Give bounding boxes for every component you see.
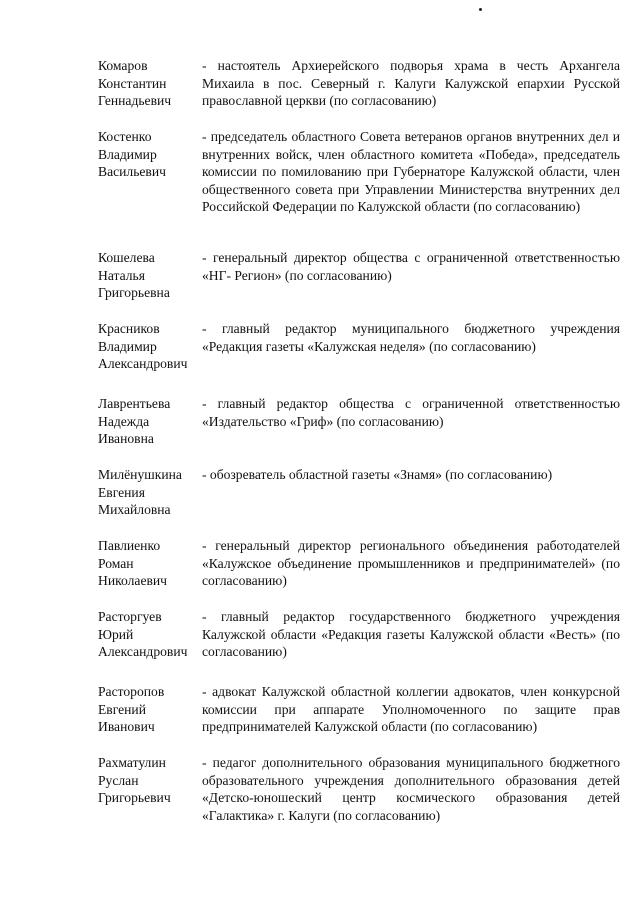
list-item <box>98 754 622 824</box>
patronymic: Григорьевич <box>98 790 171 805</box>
first-name: Надежда <box>98 413 150 429</box>
first-name: Евгений <box>98 701 146 717</box>
position-description: - главный редактор муниципального бюджетного учреждения «Редакция газеты «Калужская неделя» (по согласованию) <box>202 321 620 354</box>
person-name <box>98 466 202 519</box>
list-item <box>98 249 622 302</box>
position-description: - генеральный директор общества с ограниченной ответственностью «НГ- Регион» (по согласованию) <box>202 250 620 283</box>
first-name: Владимир <box>98 338 157 354</box>
last-name: Милёнушкина <box>98 467 182 482</box>
patronymic: Александрович <box>98 644 188 659</box>
patronymic: Васильевич <box>98 164 166 179</box>
patronymic: Николаевич <box>98 573 168 588</box>
last-name: Комаров <box>98 58 148 73</box>
last-name: Рахматулин <box>98 755 166 770</box>
person-name <box>98 320 202 373</box>
last-name: Расторопов <box>98 684 165 699</box>
position-description: - председатель областного Совета ветеранов органов внутренних дел и внутренних войск, член областного комитета «Победа», председатель комиссии по помилованию при Губернаторе Калужской области, член общественного совета при Управлении Министерства внутренних дел Российской Федерации по Калужской области (по согласованию) <box>202 129 620 214</box>
person-name <box>98 249 202 302</box>
list-item <box>98 466 622 519</box>
first-name: Наталья <box>98 267 145 283</box>
position-description: - главный редактор государственного бюджетного учреждения Калужской области «Редакция газеты Калужской области «Весть» (по согласованию) <box>202 609 620 659</box>
person-name <box>98 754 202 824</box>
list-item <box>98 395 622 448</box>
patronymic: Григорьевна <box>98 285 170 300</box>
patronymic: Александрович <box>98 356 188 371</box>
list-item <box>98 128 622 216</box>
last-name: Лаврентьева <box>98 396 171 411</box>
last-name: Красников <box>98 321 160 336</box>
person-name <box>98 395 202 448</box>
patronymic: Геннадьевич <box>98 93 172 108</box>
position-description: - генеральный директор регионального объединения работодателей «Калужское объединение промышленников и предпринимателей» (по согласованию) <box>202 538 620 588</box>
first-name: Юрий <box>98 626 134 642</box>
position-description: - главный редактор общества с ограниченной ответственностью «Издательство «Гриф» (по согласованию) <box>202 396 620 429</box>
list-item <box>98 683 622 736</box>
last-name: Расторгуев <box>98 609 162 624</box>
last-name: Костенко <box>98 129 152 144</box>
first-name: Константин <box>98 75 167 91</box>
position-description: - настоятель Архиерейского подворья храма в честь Архангела Михаила в пос. Северный г. Калуги Калужской епархии Русской православной церкви (по согласованию) <box>202 58 620 108</box>
first-name: Евгения <box>98 484 145 500</box>
person-name <box>98 537 202 590</box>
first-name: Владимир <box>98 146 157 162</box>
last-name: Кошелева <box>98 250 155 265</box>
person-name <box>98 683 202 736</box>
list-item <box>98 537 622 590</box>
patronymic: Ивановна <box>98 431 154 446</box>
list-item <box>98 608 622 661</box>
first-name: Роман <box>98 555 134 571</box>
position-description: - адвокат Калужской областной коллегии адвокатов, член конкурсной комиссии при аппарате Уполномоченного по защите прав предпринимателей Калужской области (по согласованию) <box>202 684 620 734</box>
position-description: - обозреватель областной газеты «Знамя» (по согласованию) <box>202 467 553 482</box>
patronymic: Михайловна <box>98 502 171 517</box>
patronymic: Иванович <box>98 719 155 734</box>
last-name: Павлиенко <box>98 538 161 553</box>
stray-mark <box>479 8 482 11</box>
person-name <box>98 128 202 216</box>
person-name <box>98 57 202 110</box>
list-item <box>98 320 622 373</box>
person-name <box>98 608 202 661</box>
position-description: - педагог дополнительного образования муниципального бюджетного образовательного учреждения дополнительного образования детей «Детско-юношеский центр космического образования детей «Галактика» г. Калуги (по согласованию) <box>202 755 620 823</box>
first-name: Руслан <box>98 772 139 788</box>
list-item <box>98 57 622 110</box>
